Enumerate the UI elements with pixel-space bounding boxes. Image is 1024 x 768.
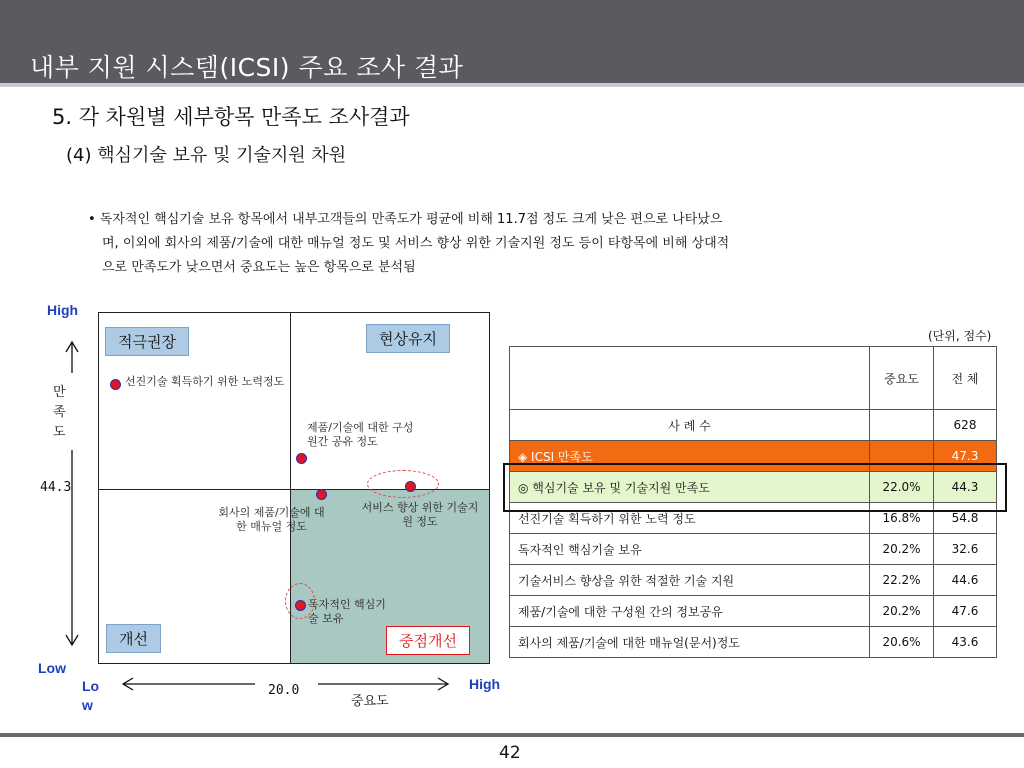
summary-line: 으로 만족도가 낮으면서 중요도는 높은 항목으로 분석됨	[102, 260, 416, 275]
table-row: 사 례 수 628	[510, 410, 997, 441]
table-row: 선진기술 획득하기 위한 노력 정도 16.8% 54.8	[510, 503, 997, 534]
data-point-label: 독자적인 핵심기술 보유	[308, 598, 386, 625]
table-row: 기술서비스 향상을 위한 적절한 기술 지원 22.2% 44.6	[510, 565, 997, 596]
data-point	[296, 453, 307, 464]
data-point	[295, 600, 306, 611]
table-row: 제품/기술에 대한 구성원 간의 정보공유 20.2% 47.6	[510, 596, 997, 627]
y-axis-high-label: High	[47, 302, 79, 318]
satisfaction-table	[509, 346, 997, 658]
y-mean-value: 44.3	[40, 480, 72, 495]
data-point-label: 제품/기술에 대한 구성원간 공유 정도	[307, 421, 414, 448]
unit-note: (단위, 점수)	[928, 329, 992, 343]
section-subheading: (4) 핵심기술 보유 및 기술지원 차원	[66, 145, 347, 166]
importance-satisfaction-matrix	[98, 312, 490, 664]
data-point-label: 회사의 제품/기술에 대한 매뉴얼 정도	[218, 506, 325, 533]
x-axis-title: 중요도	[351, 694, 389, 709]
quadrant-label-top-left: 적극권장	[105, 327, 189, 356]
data-point-label: 선진기술 획득하기 위한 노력정도	[125, 375, 285, 388]
table-row: ◎ 핵심기술 보유 및 기술지원 만족도 22.0% 44.3	[510, 472, 997, 503]
col-header-total: 전 체	[934, 347, 997, 410]
footer-divider	[0, 733, 1024, 737]
data-point	[110, 379, 121, 390]
section-heading: 5. 각 차원별 세부항목 만족도 조사결과	[52, 105, 410, 129]
data-point	[405, 481, 416, 492]
col-header-importance: 중요도	[870, 347, 934, 410]
summary-line: 며, 이외에 회사의 제품/기술에 대한 매뉴얼 정도 및 서비스 향상 위한 기술지원 정도 등이 타항목에 비해 상대적	[102, 236, 730, 251]
data-point-label: 서비스 향상 위한 기술지원 정도	[361, 501, 479, 528]
table-header-row	[510, 347, 997, 410]
x-axis-low-label: Lo w	[82, 678, 100, 713]
quadrant-label-bottom-right: 중점개선	[386, 626, 470, 655]
table-row: 회사의 제품/기술에 대한 매뉴얼(문서)정도 20.6% 43.6	[510, 627, 997, 658]
data-point	[316, 489, 327, 500]
page-number: 42	[499, 743, 521, 763]
x-mean-value: 20.0	[268, 683, 300, 698]
summary-line: • 독자적인 핵심기술 보유 항목에서 내부고객들의 만족도가 평균에 비해 11.7점 정도 크게 낮은 편으로 나타났으	[88, 212, 723, 227]
table-row: 독자적인 핵심기술 보유 20.2% 32.6	[510, 534, 997, 565]
y-axis-low-label: Low	[38, 660, 66, 676]
page-title: 내부 지원 시스템(ICSI) 주요 조사 결과	[30, 53, 464, 82]
highlight-outline	[367, 470, 439, 498]
quadrant-label-bottom-left: 개선	[106, 624, 161, 653]
x-axis-high-label: High	[469, 676, 501, 692]
table-row: ◈ ICSI 만족도 47.3	[510, 441, 997, 472]
y-axis-title: 만 족 도	[53, 385, 66, 440]
quadrant-label-top-right: 현상유지	[366, 324, 450, 353]
